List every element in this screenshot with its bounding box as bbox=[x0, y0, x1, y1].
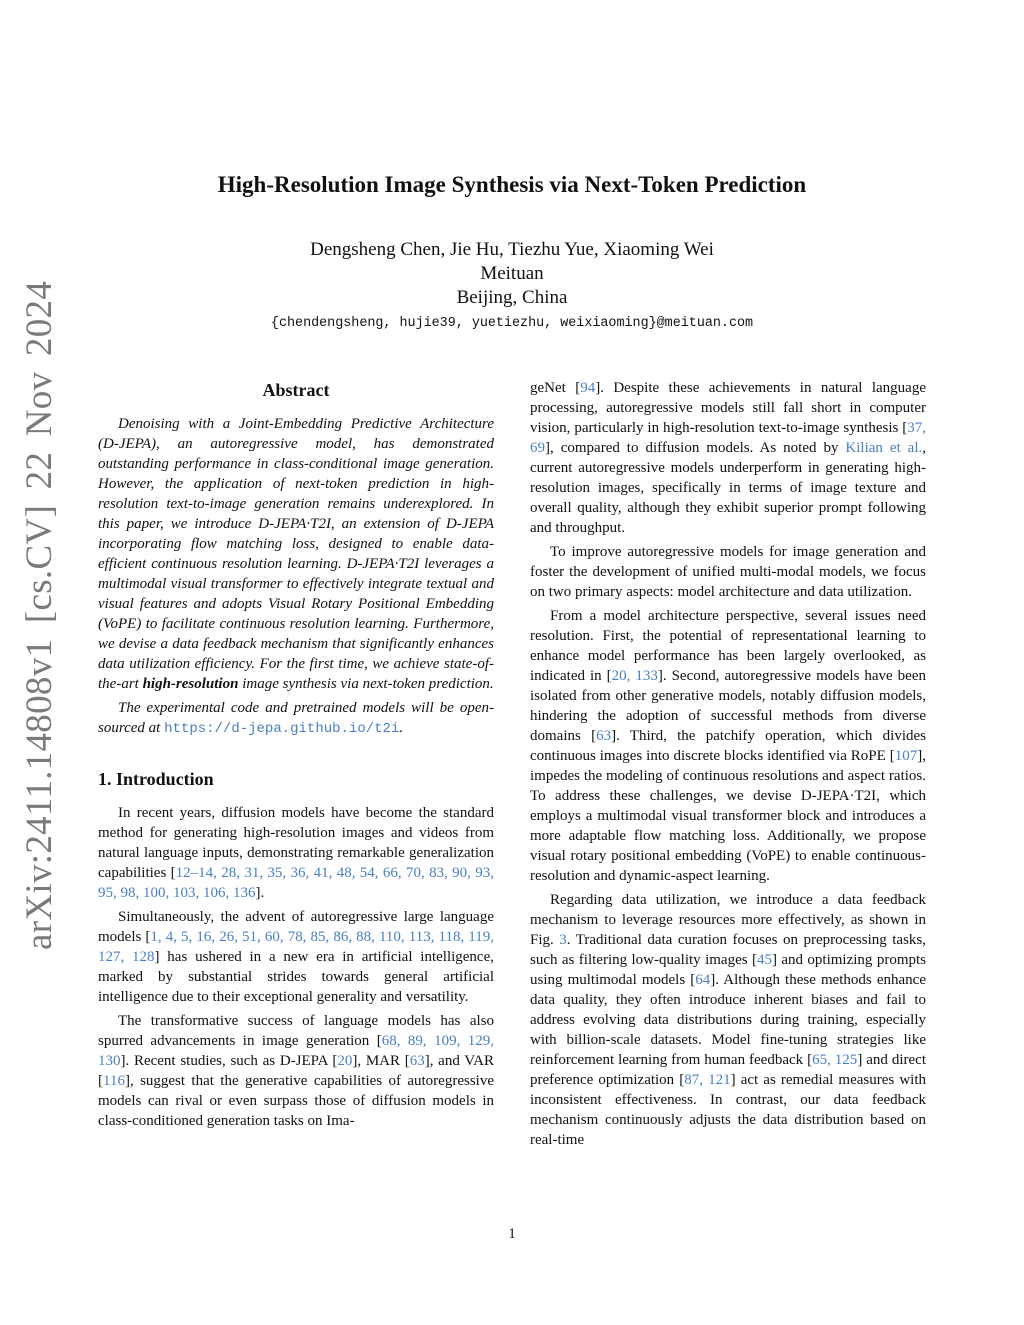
citation-link[interactable]: 116 bbox=[103, 1073, 125, 1089]
body-paragraph: To improve autoregressive models for image generation and foster the development of unified multi-modal models, we focus on two primary aspects: model architecture and data utilization. bbox=[530, 544, 926, 600]
citation-link[interactable]: 68, 89, 109, 129, 130 bbox=[98, 1033, 495, 1069]
abstract-body bbox=[98, 414, 494, 739]
abstract-paragraph: The experimental code and pretrained models will be open-sourced at https://d-jepa.github.io/t2i. bbox=[98, 700, 494, 737]
body-paragraph: Regarding data utilization, we introduce a data feedback mechanism to leverage resources more effectively, as shown in Fig. 3. Traditional data curation focuses on preprocessing tasks, such as filtering low-quality images [45] and optimizing prompts using multimodal models [64]. Although these methods enhance data quality, they often introduce inherent biases and fail to address evolving data distributions during training, especially with billion-scale datasets. Model fine-tuning strategies like reinforcement learning from human feedback [65, 125] and direct preference optimization [87, 121] act as remedial measures with inconsistent effectiveness. In contrast, our data feedback mechanism continuously adjusts the data distribution based on real-time bbox=[530, 892, 927, 1148]
citation-link[interactable]: Kilian et al. bbox=[845, 440, 923, 456]
citation-link[interactable]: 45 bbox=[756, 952, 772, 968]
author-affiliation: Meituan bbox=[480, 263, 544, 284]
left-column bbox=[98, 378, 494, 1131]
citation-link[interactable]: 65, 125 bbox=[812, 1052, 858, 1068]
citation-link[interactable]: 12–14, 28, 31, 35, 36, 41, 48, 54, 66, 70, 83, 90, 93, 95, 98, 100, 103, 106, 136 bbox=[98, 865, 495, 901]
project-url-link[interactable]: https://d-jepa.github.io/t2i bbox=[164, 721, 400, 737]
citation-link[interactable]: 37, 69 bbox=[530, 420, 926, 456]
figure-reference-link[interactable]: 3 bbox=[559, 932, 567, 948]
body-paragraph: From a model architecture perspective, several issues need resolution. First, the potential of representational learning to enhance model performance has been largely overlooked, as indicated in [20, 133]. Second, autoregressive models have been isolated from other generative models, notably diffusion models, hindering the adoption of successful methods from diverse domains [63]. Third, the patchify operation, which divides continuous images into discrete blocks identified via RoPE [107], impedes the modeling of continuous resolutions and aspect ratios. To address these challenges, we devise D-JEPA·T2I, which employs a multimodal visual transformer block and introduces a more adaptable flow matching loss. Additionally, we propose visual rotary positional embedding (VoPE) to enable continuous-resolution and dynamic-aspect learning. bbox=[530, 608, 927, 884]
section-heading-introduction: 1. Introduction bbox=[98, 769, 214, 789]
citation-link[interactable]: 64 bbox=[695, 972, 711, 988]
body-paragraph: The transformative success of language models has also spurred advancements in image generation [68, 89, 109, 129, 130]. Recent studies, such as D-JEPA [20], MAR [63], and VAR [116], suggest that the generative capabilities of autoregressive models can rival or even surpass those of diffusion models in class-conditioned generation tasks on Ima- bbox=[98, 1013, 495, 1129]
citation-link[interactable]: 20, 133 bbox=[611, 668, 658, 684]
body-paragraph: Simultaneously, the advent of autoregressive large language models [1, 4, 5, 16, 26, 51, 60, 78, 85, 86, 88, 110, 113, 118, 119, 127, 128] has ushered in a new era in artificial intelligence, marked by substantial strides towards general artificial intelligence due to their exceptional generality and versatility. bbox=[98, 909, 494, 1005]
citation-link[interactable]: 94 bbox=[580, 380, 596, 396]
emphasis-high-resolution: high-resolution bbox=[142, 676, 239, 692]
author-names: Dengsheng Chen, Jie Hu, Tiezhu Yue, Xiaoming Wei bbox=[310, 239, 714, 260]
abstract-heading: Abstract bbox=[262, 380, 330, 400]
body-paragraph: In recent years, diffusion models have become the standard method for generating high-resolution images and videos from natural language inputs, demonstrating remarkable generalization capabilities [12–14, 28, 31, 35, 36, 41, 48, 54, 66, 70, 83, 90, 93, 95, 98, 100, 103, 106, 136]. bbox=[98, 805, 495, 901]
right-column bbox=[530, 378, 926, 1150]
arxiv-identifier: arXiv:2411.14808v1 [cs.CV] 22 Nov 2024 bbox=[19, 280, 60, 950]
author-location: Beijing, China bbox=[456, 287, 568, 308]
page-number: 1 bbox=[508, 1226, 516, 1242]
citation-link[interactable]: 63 bbox=[409, 1053, 425, 1069]
abstract-paragraph: Denoising with a Joint-Embedding Predictive Architecture (D-JEPA), an autoregressive model, has demonstrated outstanding performance in class-conditional image generation. However, the application of next-token prediction in high-resolution text-to-image generation remains underexplored. In this paper, we introduce D-JEPA·T2I, an extension of D-JEPA incorporating flow matching loss, designed to enable data-efficient continuous resolution learning. D-JEPA·T2I leverages a multimodal visual transformer to effectively integrate textual and visual features and adopts Visual Rotary Positional Embedding (VoPE) to facilitate continuous resolution learning. Furthermore, we devise a data feedback mechanism that significantly enhances data utilization efficiency. For the first time, we achieve state-of-the-art high-resolution image synthesis via next-token prediction. bbox=[98, 416, 494, 692]
author-emails: {chendengsheng, hujie39, yuetiezhu, weixiaoming}@meituan.com bbox=[270, 316, 754, 331]
citation-link[interactable]: 1, 4, 5, 16, 26, 51, 60, 78, 85, 86, 88, 110, 113, 118, 119, 127, 128 bbox=[98, 929, 494, 965]
paper-title: High-Resolution Image Synthesis via Next-Token Prediction bbox=[217, 172, 807, 197]
body-paragraph: geNet [94]. Despite these achievements in natural language processing, autoregressive models still fall short in computer vision, particularly in high-resolution text-to-image synthesis [37, 69], compared to diffusion models. As noted by Kilian et al., current autoregressive models underperform in generating high-resolution images, specifically in terms of image texture and overall quality, although they exhibit superior prompt following and throughput. bbox=[530, 380, 927, 536]
author-block bbox=[0, 238, 1024, 310]
citation-link[interactable]: 63 bbox=[596, 728, 612, 744]
citation-link[interactable]: 20 bbox=[337, 1053, 353, 1069]
citation-link[interactable]: 87, 121 bbox=[684, 1072, 731, 1088]
citation-link[interactable]: 107 bbox=[894, 748, 918, 764]
